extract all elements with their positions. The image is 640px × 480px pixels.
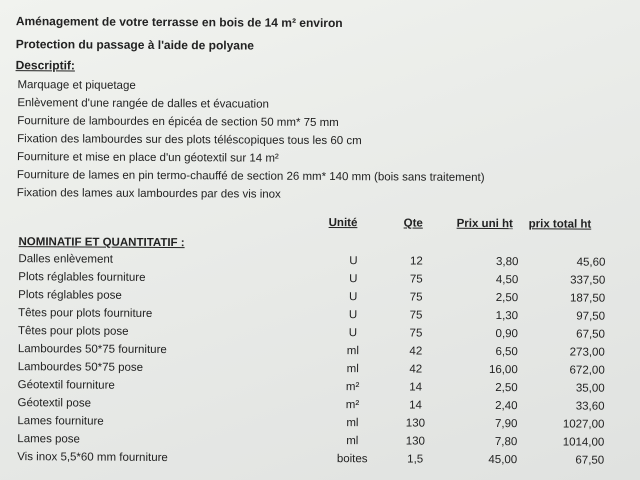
row-prix-unitaire: 2,50 [495,382,518,395]
row-prix-total: 45,60 [576,256,606,269]
row-unit: boites [336,453,368,466]
column-header-qte: Qte [403,217,423,230]
row-label: Dalles enlèvement [18,253,114,266]
row-label: Géotextil pose [17,397,92,410]
row-prix-total: 273,00 [569,346,605,359]
row-qte: 14 [409,381,423,394]
row-unit: U [349,273,358,286]
row-qte: 75 [409,309,423,322]
row-prix-unitaire: 0,90 [495,328,519,341]
row-unit: ml [346,435,359,448]
row-prix-total: 672,00 [569,364,605,377]
row-unit: U [348,291,358,304]
descriptif-item: Fixation des lames aux lambourdes par des vis inox [16,187,281,201]
row-unit: U [348,309,358,322]
row-qte: 130 [405,435,425,448]
row-unit: U [349,255,358,268]
row-label: Lames pose [17,433,81,446]
row-qte: 14 [409,399,422,412]
descriptif-item: Fourniture et mise en place d'un géotextil sur 14 m² [17,151,279,165]
row-qte: 75 [409,273,423,286]
document-subtitle: Protection du passage à l'aide de polyane [15,37,255,53]
row-prix-unitaire: 2,40 [495,400,518,413]
row-qte: 75 [409,291,423,304]
row-prix-unitaire: 4,50 [495,274,519,287]
row-qte: 1,5 [407,453,424,466]
row-prix-unitaire: 45,00 [488,453,518,467]
row-prix-unitaire: 6,50 [495,346,518,359]
row-label: Plots réglables pose [18,289,122,302]
row-unit: m² [345,381,360,394]
row-unit: ml [346,345,359,358]
row-qte: 12 [409,255,423,268]
row-prix-unitaire: 2,50 [495,292,519,305]
column-header-prix-unitaire: Prix uni ht [456,217,513,231]
row-qte: 42 [409,345,423,358]
row-qte: 75 [409,327,423,340]
row-prix-total: 1027,00 [562,418,605,431]
descriptif-heading: Descriptif: [15,58,75,73]
column-header-unite: Unité [328,217,358,230]
row-label: Lames fourniture [17,415,104,428]
row-prix-total: 35,00 [575,382,605,395]
table-section-heading: NOMINATIF ET QUANTITATIF : [18,236,185,250]
descriptif-item: Marquage et piquetage [17,79,136,92]
descriptif-item: Enlèvement d'une rangée de dalles et évacuation [17,97,269,111]
row-label: Lambourdes 50*75 fourniture [17,343,167,357]
row-label: Têtes pour plots pose [17,325,129,338]
descriptif-item: Fourniture de lames en pin termo-chauffé de section 26 mm* 140 mm (bois sans traitement) [16,169,485,184]
document-title: Aménagement de votre terrasse en bois de 14 m² environ [15,14,343,31]
row-label: Géotextil fourniture [17,379,115,392]
row-prix-total: 33,60 [575,400,605,413]
row-label: Têtes pour plots fourniture [18,307,153,320]
row-label: Plots réglables fourniture [18,271,146,284]
row-unit: m² [345,399,360,412]
row-prix-unitaire: 3,80 [495,256,519,269]
row-unit: ml [346,363,359,376]
row-prix-unitaire: 7,90 [494,418,518,431]
table-row [0,451,637,472]
row-prix-total: 67,50 [576,328,606,341]
descriptif-item: Fourniture de lambourdes en épicéa de section 50 mm* 75 mm [17,115,339,130]
row-prix-unitaire: 1,30 [495,310,519,323]
row-qte: 42 [409,363,423,376]
row-prix-total: 187,50 [569,292,606,305]
row-label: Lambourdes 50*75 pose [17,361,144,374]
row-label: Vis inox 5,5*60 mm fourniture [17,451,168,465]
column-header-prix-total: prix total ht [528,218,592,231]
row-unit: U [348,327,358,340]
row-unit: ml [346,417,359,430]
row-prix-total: 337,50 [570,274,606,287]
row-prix-total: 1014,00 [562,436,605,449]
descriptif-item: Fixation des lambourdes sur des plots téléscopiques tous les 60 cm [17,133,362,148]
row-prix-total: 97,50 [576,310,606,323]
row-prix-unitaire: 16,00 [488,363,518,377]
row-prix-total: 67,50 [575,454,605,467]
row-qte: 130 [405,417,426,430]
row-prix-unitaire: 7,80 [494,436,518,449]
